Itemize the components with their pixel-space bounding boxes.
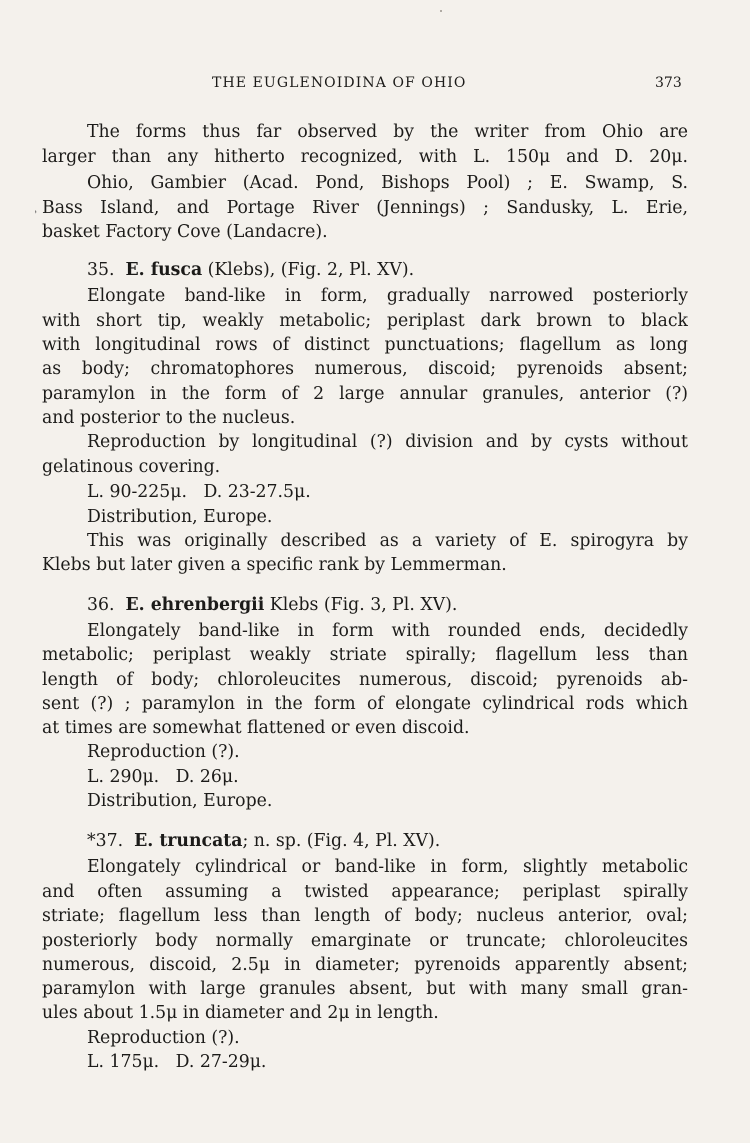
text-line: Reproduction (?). — [87, 742, 240, 762]
species-name: E. truncata — [134, 831, 243, 851]
text-line: Klebs but later given a specific rank by Lemmerman. — [42, 555, 507, 575]
text-line: Elongately cylindrical or band-like in form, slightly metabolic — [87, 857, 688, 877]
section-citation: ; n. sp. (Fig. 4, Pl. XV). — [242, 831, 441, 851]
text-line: Distribution, Europe. — [87, 791, 273, 811]
text-line: Reproduction (?). — [87, 1028, 240, 1048]
text-line: gelatinous covering. — [42, 457, 221, 477]
text-line: The forms thus far observed by the writer from Ohio are — [87, 122, 688, 142]
text-line: striate; flagellum less than length of body; nucleus anterior, oval; — [42, 906, 688, 926]
text-line: larger than any hitherto recognized, with L. 150μ and D. 20μ. — [42, 147, 688, 167]
text-line: posteriorly body normally emarginate or truncate; chloroleucites — [42, 931, 688, 951]
text-line: Elongate band-like in form, gradually narrowed posteriorly — [87, 286, 688, 306]
stray-mark: , — [30, 203, 39, 216]
text-line: with short tip, weakly metabolic; periplast dark brown to black — [42, 311, 688, 331]
measurement-line: L. 175μ. D. 27-29μ. — [87, 1052, 267, 1072]
text-line: Bass Island, and Portage River (Jennings) ; Sandusky, L. Erie, — [42, 198, 688, 218]
text-line: and often assuming a twisted appearance; periplast spirally — [42, 882, 688, 902]
text-line: numerous, discoid, 2.5μ in diameter; pyrenoids apparently absent; — [42, 955, 688, 975]
text-line: basket Factory Cove (Landacre). — [42, 222, 328, 242]
section-heading-36 — [87, 593, 457, 617]
text-line: with longitudinal rows of distinct punctuations; flagellum as long — [42, 335, 688, 355]
species-name: E. fusca — [125, 260, 203, 280]
text-line: paramylon with large granules absent, but with many small gran- — [42, 979, 688, 999]
text-line: Ohio, Gambier (Acad. Pond, Bishops Pool) ; E. Swamp, S. — [87, 173, 688, 193]
species-name: E. ehrenbergii — [125, 595, 265, 615]
section-number: 35. — [87, 260, 115, 280]
text-line: Distribution, Europe. — [87, 507, 273, 527]
page-number: 373 — [655, 75, 682, 91]
measurement-line: L. 290μ. D. 26μ. — [87, 767, 239, 787]
text-line: paramylon in the form of 2 large annular granules, anterior (?) — [42, 384, 688, 404]
running-header — [0, 75, 750, 97]
text-line: as body; chromatophores numerous, discoid; pyrenoids absent; — [42, 359, 688, 379]
section-citation: Klebs (Fig. 3, Pl. XV). — [264, 595, 458, 615]
section-number: *37. — [87, 831, 124, 851]
text-line: metabolic; periplast weakly striate spirally; flagellum less than — [42, 645, 688, 665]
text-line: This was originally described as a variety of E. spirogyra by — [87, 531, 688, 551]
text-line: and posterior to the nucleus. — [42, 408, 296, 428]
section-citation: (Klebs), (Fig. 2, Pl. XV). — [202, 260, 415, 280]
measurement-line: L. 90-225μ. D. 23-27.5μ. — [87, 482, 311, 502]
print-speck — [440, 10, 442, 12]
text-line: length of body; chloroleucites numerous, discoid; pyrenoids ab- — [42, 670, 688, 690]
text-line: Reproduction by longitudinal (?) division and by cysts without — [87, 432, 688, 452]
section-heading-37 — [87, 829, 440, 853]
section-heading-35 — [87, 258, 414, 282]
section-number: 36. — [87, 595, 115, 615]
text-line: ules about 1.5μ in diameter and 2μ in length. — [42, 1003, 439, 1023]
running-title: THE EUGLENOIDINA OF OHIO — [212, 75, 467, 91]
text-line: at times are somewhat flattened or even discoid. — [42, 718, 470, 738]
text-line: sent (?) ; paramylon in the form of elongate cylindrical rods which — [42, 694, 688, 714]
text-line: Elongately band-like in form with rounded ends, decidedly — [87, 621, 688, 641]
